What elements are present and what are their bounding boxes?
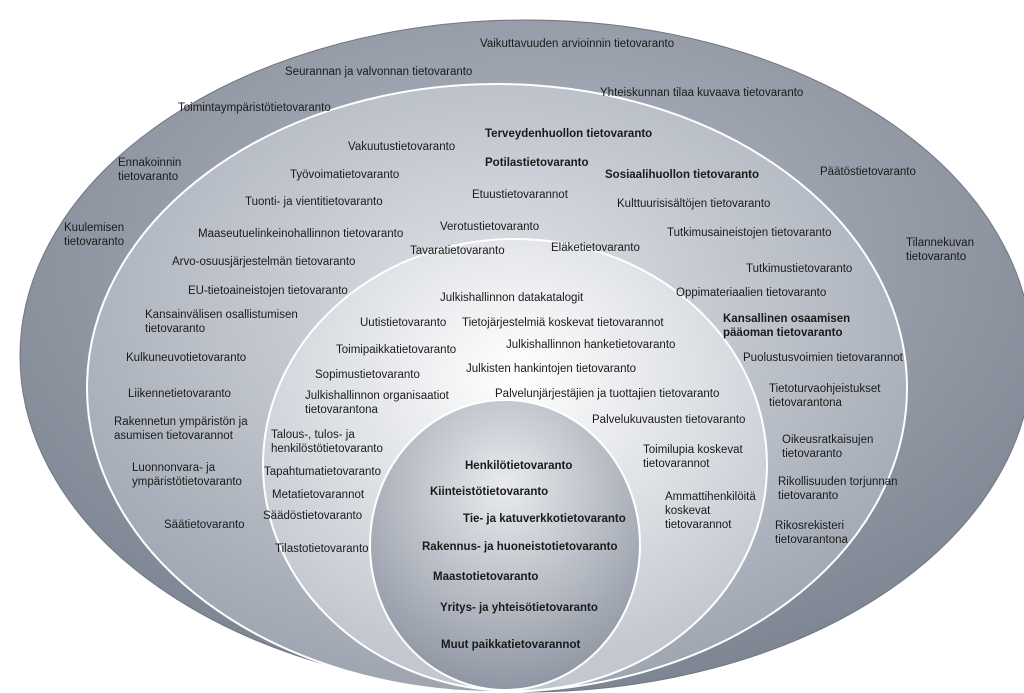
ring3-label: Toimilupia koskevat tietovarannot (643, 444, 743, 470)
ring3-label: Tapahtumatietovaranto (264, 466, 381, 478)
outer-label: Yhteiskunnan tilaa kuvaava tietovaranto (600, 87, 804, 99)
outer-label: Kuulemisen tietovaranto (64, 222, 125, 248)
ring3-label: Talous-, tulos- ja henkilöstötietovaranto (271, 429, 383, 455)
core-label: Muut paikkatietovarannot (441, 639, 581, 651)
ring3-label: Ammattihenkilöitä koskevat tietovarannot (665, 491, 756, 531)
ring2-label: Tavaratietovaranto (410, 245, 505, 257)
ring2-label: Sosiaalihuollon tietovaranto (605, 169, 759, 181)
outer-label: Vaikuttavuuden arvioinnin tietovaranto (480, 38, 675, 50)
core-label: Yritys- ja yhteisötietovaranto (440, 602, 598, 614)
ring2-label: Terveydenhuollon tietovaranto (485, 128, 653, 140)
ring2-label: Maaseutuelinkeinohallinnon tietovaranto (198, 228, 404, 240)
ring2-label: Tutkimustietovaranto (746, 263, 853, 275)
ring3-label: Tietojärjestelmiä koskevat tietovarannot (462, 317, 664, 329)
core-label: Tie- ja katuverkkotietovaranto (463, 513, 626, 525)
outer-label: Tilannekuvan tietovaranto (906, 237, 974, 263)
ring3-label: Palvelukuvausten tietovaranto (592, 414, 746, 426)
core-label: Kiinteistötietovaranto (430, 486, 549, 498)
ring2-label: Tietoturvaohjeistukset tietovarantona (769, 383, 881, 409)
ring3-label: Metatietovarannot (272, 489, 365, 501)
ring2-label: Kulkuneuvotietovaranto (126, 352, 247, 364)
ring2-label: Säätietovaranto (164, 519, 245, 531)
ring2-label: Puolustusvoimien tietovarannot (743, 352, 903, 364)
ring2-label: Rikosrekisteri tietovarantona (775, 520, 848, 546)
ring2-label: Kansallinen osaamisen pääoman tietovaranto (723, 313, 851, 339)
outer-label: Seurannan ja valvonnan tietovaranto (285, 66, 473, 78)
ring2-label: Verotustietovaranto (440, 221, 540, 233)
ring2-label: Eläketietovaranto (551, 242, 640, 254)
ring2-label: Työvoimatietovaranto (290, 169, 400, 181)
ring2-label: Arvo-osuusjärjestelmän tietovaranto (172, 256, 356, 268)
ring3-label: Julkisten hankintojen tietovaranto (466, 363, 637, 375)
ring2-label: Liikennetietovaranto (128, 388, 231, 400)
ring2-label: EU-tietoaineistojen tietovaranto (188, 285, 348, 297)
ring3-label: Sopimustietovaranto (315, 369, 420, 381)
ring2-label: Oikeusratkaisujen tietovaranto (782, 434, 874, 460)
ring3-label: Säädöstietovaranto (263, 510, 363, 522)
ring2-label: Kansainvälisen osallistumisen tietovaranto (145, 309, 298, 335)
ring2-label: Rakennetun ympäristön ja asumisen tietovarannot (114, 416, 248, 442)
ring2-label: Luonnonvara- ja ympäristötietovaranto (132, 462, 242, 488)
ring2-label: Tuonti- ja vientitietovaranto (245, 196, 383, 208)
outer-label: Päätöstietovaranto (820, 166, 916, 178)
ring2-label: Kulttuurisisältöjen tietovaranto (617, 198, 771, 210)
ring3-label: Uutistietovaranto (360, 317, 447, 329)
outer-label: Ennakoinnin tietovaranto (118, 157, 182, 183)
core-label: Henkilötietovaranto (465, 460, 573, 472)
core-label: Rakennus- ja huoneistotietovaranto (422, 541, 618, 553)
ring3-label: Toimipaikkatietovaranto (336, 344, 457, 356)
ring3-label: Julkishallinnon organisaatiot tietovarantona (305, 390, 449, 416)
outer-label: Toimintaympäristötietovaranto (178, 102, 331, 114)
ring2-label: Rikollisuuden torjunnan tietovaranto (778, 476, 898, 502)
ring2-label: Vakuutustietovaranto (348, 141, 456, 153)
ring2-label: Oppimateriaalien tietovaranto (676, 287, 827, 299)
ring2-label: Etuustietovarannot (472, 189, 568, 201)
ring3-label: Julkishallinnon datakatalogit (440, 292, 584, 304)
ring3-label: Julkishallinnon hanketietovaranto (506, 339, 676, 351)
ring2-label: Tutkimusaineistojen tietovaranto (667, 227, 832, 239)
core-label: Maastotietovaranto (433, 571, 539, 583)
ring3-label: Palvelunjärjestäjien ja tuottajien tietovaranto (495, 388, 720, 400)
ring2-label: Potilastietovaranto (485, 157, 589, 169)
ring3-label: Tilastotietovaranto (275, 543, 369, 555)
